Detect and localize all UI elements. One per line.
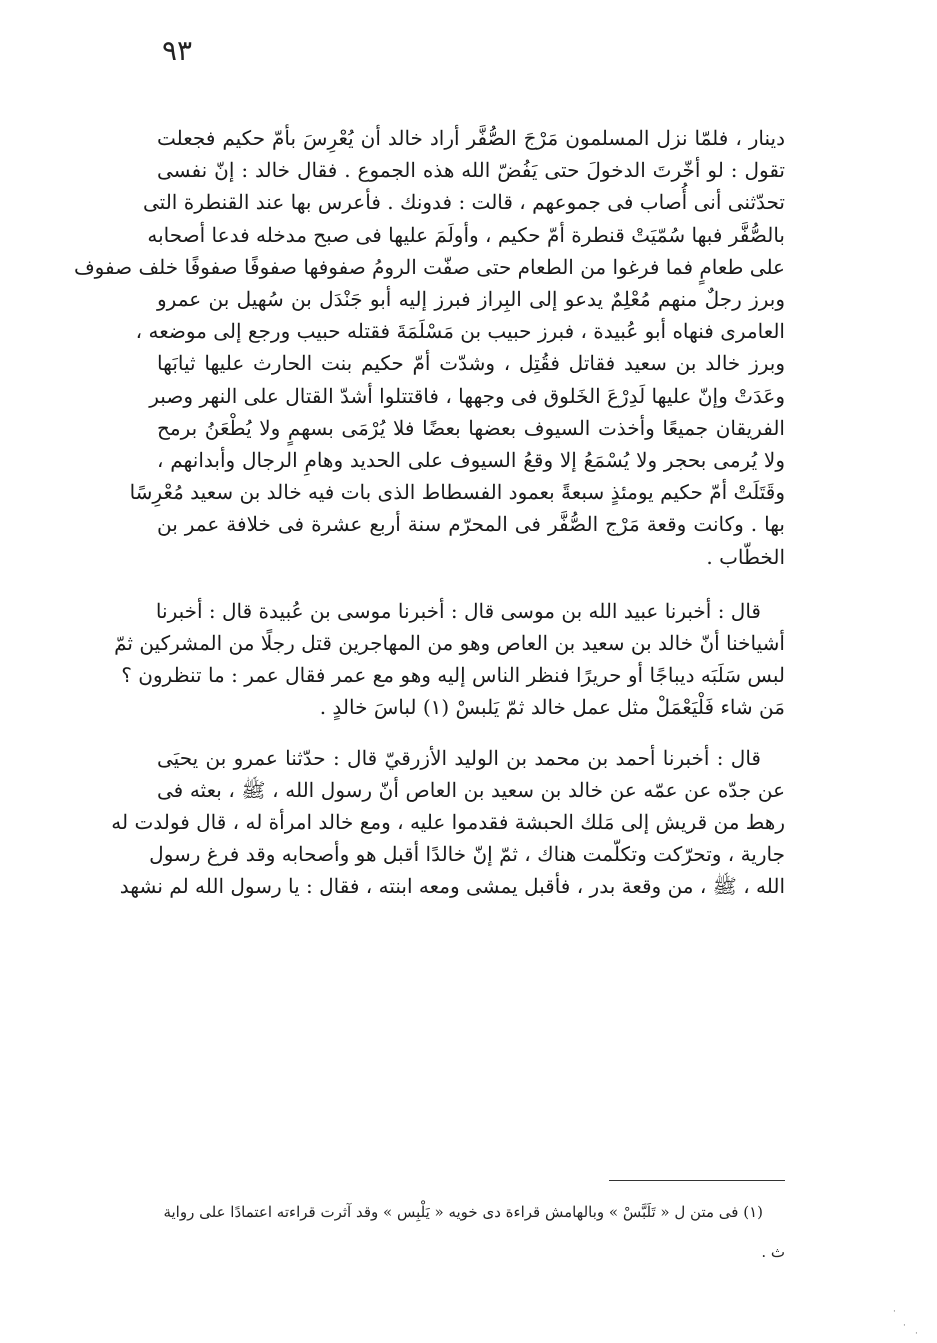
text-line: بها . وكانت وقعة مَرْج الصُّفَّر فى المحرّم سنة أربع عشرة فى خلافة عمر بن <box>157 512 785 537</box>
page-number: ٩٣ <box>162 34 193 67</box>
text-line: وقَتَلَتْ أمّ حكيم يومئذٍ سبعةً بعمود الفسطاط الذى بات فيه خالد بن سعيد مُعْرِسًا <box>129 480 785 505</box>
text-line: العامرى فنهاه أبو عُبيدة ، فبرز حبيب بن مَسْلَمَةَ فقتله حبيب ورجع إلى موضعه ، <box>135 319 785 344</box>
text-line: وبرز خالد بن سعيد فقاتل فقُتِل ، وشدّت أمّ حكيم بنت الحارث عليها ثيابَها <box>157 351 785 376</box>
text-line: ولا يُرمى بحجر ولا يُسْمَعُ إلا وقعُ السيوف على الحديد وهامِ الرجال وأبدانهم ، <box>157 448 785 473</box>
text-line: جارية ، وتحرّكت وتكلّمت هناك ، ثمّ إنّ خالدًا أقبل هو وأصحابه وقد فرغ رسول <box>149 842 785 867</box>
footnotes <box>157 1192 785 1272</box>
paragraph-abyssinia <box>111 742 785 903</box>
text-line: لبس سَلَبَه ديباجًا أو حريرًا فنظر الناس إليه وهو مع عمر فقال عمر : ما تنظرون ؟ <box>121 663 785 688</box>
text-line: مَن شاء فَلْيَعْمَلْ مثل عمل خالد ثمّ يَلبسْ (١) لباسَ خالدٍ . <box>319 695 785 720</box>
text-line: أشياخنا أنّ خالد بن سعيد بن العاص وهو من المهاجرين قتل رجلًا من المشركين ثمّ <box>114 631 785 656</box>
text-line: قال : أخبرنا عبيد الله بن موسى قال : أخبرنا موسى بن عُبيدة قال : أخبرنا <box>155 598 761 623</box>
scan-speck: · <box>915 1329 918 1339</box>
paragraph-khalid-silk <box>114 595 785 724</box>
text-line: تحدّثنى أنى أُصاب فى جموعهم ، قالت : فدونك . فأعرس بها عند القنطرة التى <box>143 190 785 215</box>
text-line: الله ، ﷺ ، من وقعة بدر ، فأقبل يمشى ومعه ابنته ، فقال : يا رسول الله لم نشهد <box>119 874 785 899</box>
paragraph-spacer <box>157 573 785 595</box>
scan-speck: · <box>903 1321 906 1331</box>
main-text <box>73 122 785 903</box>
text-line: قال : أخبرنا أحمد بن محمد بن الوليد الأزرقيّ قال : حدّثنا عمرو بن يحيَى <box>157 745 761 770</box>
text-line: وعَدَتْ وإنّ عليها لَدِرْعَ الخَلوق فى وجهها ، فاقتتلوا أشدّ القتال على النهر وصبر <box>149 383 785 408</box>
text-line: على طعامٍ فما فرغوا من الطعام حتى صفّت الرومُ صفوفها صفوفًا صفوفًا خلف صفوف <box>73 254 785 279</box>
paragraph-marj-al-suffar <box>73 122 785 573</box>
text-line: عن جدّه عن عمّه عن خالد بن سعيد بن العاص أنّ رسول الله ، ﷺ ، بعثه فى <box>157 777 785 802</box>
footnote-divider <box>609 1180 785 1181</box>
scan-speck: · <box>893 1307 896 1317</box>
footnote-line: ث . <box>761 1243 785 1261</box>
text-line: بالصُّفَّر فبها سُمّيَتْ قنطرة أمّ حكيم ، وأولَمَ عليها فى صبح مدخله فدعا أصحابه <box>147 222 785 247</box>
paragraph-spacer <box>157 724 785 742</box>
text-line: الخطّاب . <box>706 544 785 569</box>
text-line: وبرز رجلٌ منهم مُعْلِمٌ يدعو إلى البِراز فبرز إليه أبو جَنْدَل بن سُهيل بن عمرو <box>157 287 785 312</box>
text-line: دينار ، فلمّا نزل المسلمون مَرْجَ الصُّفَّر أراد خالد أن يُعْرِسَ بأمّ حكيم فجعلت <box>157 126 785 150</box>
text-line: الفريقان جميعًا وأخذت السيوف بعضها بعضًا فلا يُرْمَى بسهمٍ ولا يُطْعَنُ برمح <box>157 415 785 440</box>
text-line: رهط من قريش إلى مَلك الحبشة فقدموا عليه ، ومع خالد امرأة له ، قال فولدت له <box>111 810 785 835</box>
text-line: تقول : لو أخّرتَ الدخولَ حتى يَفُضّ الله هذه الجموع . فقال خالد : إنّ نفسى <box>157 158 785 183</box>
footnote-line: (١) فى متن ل « تَلَبَّسْ » وبالهامش قراءة دى خويه « يَلْبِس » وقد آثرت قراءته اعتمادًا على رواية <box>163 1203 763 1221</box>
